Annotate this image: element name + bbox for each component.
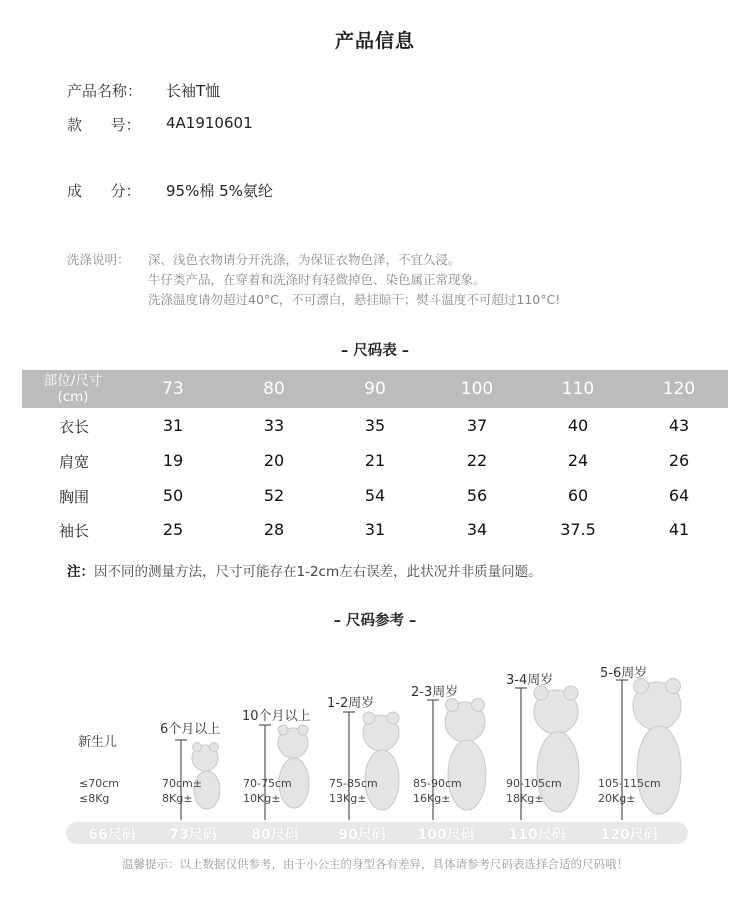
table-cell: 33 (263, 416, 285, 435)
material-value: 95%棉 5%氨纶 (166, 182, 273, 200)
product-name-label: 产品名称： (67, 82, 143, 100)
table-cell: 52 (263, 486, 285, 505)
table-row-label: 胸围 (58, 488, 89, 506)
table-cell: 22 (466, 451, 488, 470)
note-text: 因不同的测量方法，尺寸可能存在1-2cm左右误差，此状况并非质量问题。 (94, 564, 542, 580)
size-code: 90尺码 (338, 827, 386, 843)
table-cell: 24 (567, 451, 589, 470)
weight-range: 18Kg± (506, 792, 544, 805)
table-cell: 28 (263, 520, 285, 539)
size-code: 73尺码 (169, 827, 217, 843)
care-label: 洗涤说明： (67, 252, 130, 267)
table-row-label: 袖长 (58, 522, 89, 540)
height-range: 70cm± (162, 777, 202, 790)
table-cell: 21 (364, 451, 386, 470)
table-cell: 50 (162, 486, 184, 505)
age-label: 5-6周岁 (600, 666, 648, 681)
table-cell: 54 (364, 486, 386, 505)
weight-range: ≤8Kg (79, 792, 110, 805)
table-cell: 20 (263, 451, 285, 470)
product-name-value: 长袖T恤 (166, 82, 221, 100)
header-size: 90 (364, 379, 386, 399)
size-ref-title: – 尺码参考 – (333, 613, 417, 629)
table-cell: 56 (466, 486, 488, 505)
weight-range: 20Kg± (598, 792, 636, 805)
table-cell: 41 (668, 520, 690, 539)
sku-label: 款 号： (67, 116, 141, 134)
header-size: 80 (263, 379, 285, 399)
header-size: 100 (460, 379, 494, 399)
age-label: 10个月以上 (242, 709, 311, 724)
table-cell: 31 (162, 416, 184, 435)
size-code: 120尺码 (600, 827, 658, 843)
care-line-1: 深、浅色衣物请分开洗涤，为保证衣物色泽，不宜久浸。 (148, 252, 461, 267)
header-size: 120 (662, 379, 696, 399)
table-cell: 43 (668, 416, 690, 435)
table-cell: 64 (668, 486, 690, 505)
header-label-line2: (cm) (57, 389, 89, 405)
page-title: 产品信息 (334, 30, 415, 52)
table-cell: 26 (668, 451, 690, 470)
height-range: 70-75cm (243, 777, 292, 790)
weight-range: 10Kg± (243, 792, 281, 805)
weight-range: 13Kg± (329, 792, 367, 805)
care-line-2: 牛仔类产品，在穿着和洗涤时有轻微掉色、染色属正常现象。 (148, 272, 486, 287)
care-line-3: 洗涤温度请勿超过40°C，不可漂白，悬挂晾干；熨斗温度不可超过110°C! (148, 292, 561, 307)
table-cell: 34 (466, 520, 488, 539)
table-cell: 60 (567, 486, 589, 505)
table-cell: 37 (466, 416, 488, 435)
header-label-line1: 部位/尺寸 (43, 373, 103, 389)
material-label: 成 分： (67, 182, 141, 200)
table-cell: 31 (364, 520, 386, 539)
sku-value: 4A1910601 (166, 114, 253, 132)
height-range: 75-85cm (329, 777, 378, 790)
weight-range: 16Kg± (413, 792, 451, 805)
age-label: 6个月以上 (160, 722, 221, 737)
age-label: 2-3周岁 (411, 685, 459, 700)
table-cell: 19 (162, 451, 184, 470)
size-code: 66尺码 (88, 827, 136, 843)
size-code: 100尺码 (417, 827, 475, 843)
height-range: 85-90cm (413, 777, 462, 790)
age-label: 3-4周岁 (506, 673, 554, 688)
table-cell: 40 (567, 416, 589, 435)
table-cell: 37.5 (560, 520, 596, 539)
table-row-label: 衣长 (58, 418, 89, 436)
table-row-label: 肩宽 (58, 453, 89, 471)
height-range: ≤70cm (79, 777, 119, 790)
size-table-title: – 尺码表 – (340, 343, 410, 359)
age-label: 1-2周岁 (327, 696, 375, 711)
weight-range: 8Kg± (162, 792, 193, 805)
table-cell: 25 (162, 520, 184, 539)
age-label: 新生儿 (78, 735, 118, 750)
size-code: 110尺码 (508, 827, 566, 843)
header-size: 110 (561, 379, 595, 399)
height-range: 90-105cm (506, 777, 562, 790)
note-prefix: 注： (67, 564, 94, 580)
header-size: 73 (162, 379, 184, 399)
table-cell: 35 (364, 416, 386, 435)
size-code: 80尺码 (251, 827, 299, 843)
height-range: 105-115cm (598, 777, 661, 790)
footer-tip: 温馨提示：以上数据仅供参考，由于小公主的身型各有差异，具体请参考尺码表选择合适的尺码哦！ (122, 857, 628, 871)
